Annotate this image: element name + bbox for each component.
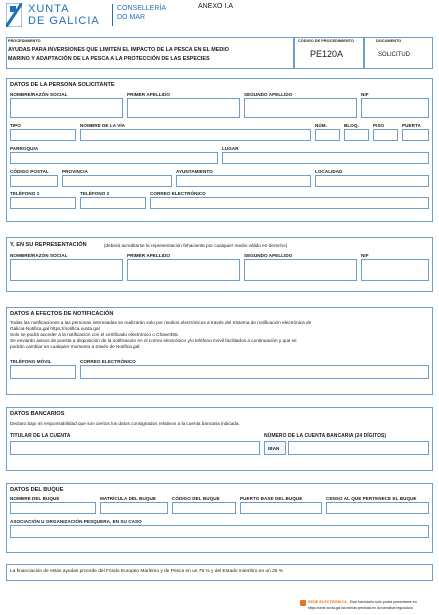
notification-text-3: Solo se podrá acceder a la notificación con el certificado electrónico o Chave365. <box>10 332 179 337</box>
vessel-title: DATOS DEL BUQUE <box>10 487 64 493</box>
place-field[interactable] <box>222 152 429 164</box>
parish-field[interactable] <box>10 152 218 164</box>
label-nif: NIF <box>361 92 369 97</box>
surname2-field[interactable] <box>244 98 357 118</box>
dept-line1: CONSELLERÍA <box>117 5 167 12</box>
representative-note: (deberá acreditarse la representación fehaciente por cualquier medio válido en derecho) <box>104 243 288 248</box>
document-value: SOLICITUD <box>378 52 411 58</box>
label-locality: LOCALIDAD <box>315 169 343 174</box>
rep-surname1-field[interactable] <box>127 259 240 281</box>
vessel-label-name: NOMBRE DEL BUQUE <box>10 496 60 501</box>
sede-logo-icon <box>300 600 306 606</box>
notification-text-1: Todas las notificaciones a las personas interesadas se realizarán solo por medios electrónicos a través del Sistema de notificación electrónica de <box>10 320 312 325</box>
xunta-logo <box>6 3 106 31</box>
label-council: AYUNTAMIENTO <box>176 169 213 174</box>
label-name: NOMBRE/RAZÓN SOCIAL <box>10 92 68 97</box>
notification-text-2: Galicia-Notifica.gal https://notifica.xunta.gal <box>10 326 100 331</box>
notification-title: DATOS A EFECTOS DE NOTIFICACIÓN <box>10 311 114 317</box>
bank-label-holder: TITULAR DE LA CUENTA <box>10 433 71 439</box>
label-type: TIPO <box>10 123 21 128</box>
vessel-label-census: CENSO AL QUE PERTENECE EL BUQUE <box>326 496 417 501</box>
footer-brand: SEDE ELECTRÓNICA <box>308 600 347 604</box>
email-field[interactable] <box>150 197 429 209</box>
bank-title: DATOS BANCARIOS <box>10 411 65 417</box>
bank-label-account: NÚMERO DE LA CUENTA BANCARIA (24 DÍGITOS) <box>264 433 387 439</box>
vessel-label-association: ASOCIACIÓN U ORGANIZACIÓN PESQUERA, EN SU CASO <box>10 519 142 524</box>
logo-line1: XUNTA <box>28 3 70 15</box>
postal-field[interactable] <box>10 175 58 187</box>
label-postal: CÓDIGO POSTAL <box>10 169 49 174</box>
label-number: NÚM. <box>315 123 327 128</box>
annex-label: ANEXO I.A <box>198 3 234 10</box>
notif-label-mobile: TELÉFONO MÓVIL <box>10 359 52 364</box>
vessel-section <box>6 483 433 553</box>
locality-field[interactable] <box>315 175 429 187</box>
code-label: CÓDIGO DE PROCEDIMIENTO <box>298 39 354 43</box>
rep-surname2-field[interactable] <box>244 259 357 281</box>
phone1-field[interactable] <box>10 197 76 209</box>
bank-statement: Declaro bajo mi responsabilidad que son ciertos los datos consignados relativos a la cuenta bancaria indicada. <box>10 421 240 426</box>
code-value: PE120A <box>310 49 344 59</box>
vessel-name-field[interactable] <box>10 502 96 514</box>
xunta-flag-icon <box>6 3 22 27</box>
label-block: BLOQ. <box>344 123 359 128</box>
label-phone2: TELÉFONO 2 <box>80 191 110 196</box>
label-surname1: PRIMER APELLIDO <box>127 92 170 97</box>
label-surname2: SEGUNDO APELLIDO <box>244 92 293 97</box>
census-field[interactable] <box>326 502 429 514</box>
applicant-title: DATOS DE LA PERSONA SOLICITANTE <box>10 82 115 88</box>
notification-text-5: podrán cambiar en cualquier momento a través de Notifica.gal: <box>10 344 141 349</box>
floor-field[interactable] <box>373 129 398 141</box>
dept-line2: DO MAR <box>117 14 145 21</box>
funding-text: La financiación de estas ayudas procede del Fondo Europeo Marítimo y de Pesca en un 75 % y del Estado miembro en un 25 % <box>10 569 284 574</box>
vessel-label-port: PUERTO BASE DEL BUQUE <box>240 496 303 501</box>
procedure-cell <box>6 37 294 69</box>
notif-label-email: CORREO ELECTRÓNICO <box>80 359 136 364</box>
rep-nif-field[interactable] <box>361 259 429 281</box>
label-province: PROVINCIA <box>62 169 88 174</box>
vessel-code-field[interactable] <box>172 502 236 514</box>
logo-line2: DE GALICIA <box>28 15 100 27</box>
rep-label-name: NOMBRE/RAZÓN SOCIAL <box>10 253 68 258</box>
council-field[interactable] <box>176 175 311 187</box>
procedure-title-2: MARINO Y ADAPTACIÓN DE LA PESCA A LA PROTECCIÓN DE LAS ESPECIES <box>8 56 210 62</box>
vessel-label-registration: MATRÍCULA DEL BUQUE <box>100 496 156 501</box>
province-field[interactable] <box>62 175 172 187</box>
mobile-field[interactable] <box>10 365 76 379</box>
rep-label-surname1: PRIMER APELLIDO <box>127 253 170 258</box>
rep-label-nif: NIF <box>361 253 369 258</box>
label-floor: PISO <box>373 123 385 128</box>
account-number-field[interactable] <box>288 441 429 455</box>
label-parish: PARROQUIA <box>10 146 39 151</box>
label-email: CORREO ELECTRÓNICO <box>150 191 206 196</box>
registration-field[interactable] <box>100 502 168 514</box>
label-street: NOMBRE DE LA VÍA <box>80 123 126 128</box>
name-field[interactable] <box>10 98 123 118</box>
logo-divider <box>112 4 113 26</box>
surname1-field[interactable] <box>127 98 240 118</box>
label-place: LUGAR <box>222 146 239 151</box>
street-field[interactable] <box>80 129 311 141</box>
door-field[interactable] <box>402 129 429 141</box>
nif-field[interactable] <box>361 98 429 118</box>
port-field[interactable] <box>240 502 322 514</box>
label-door: PUERTA <box>402 123 421 128</box>
iban-label: IBAN <box>268 446 280 451</box>
rep-label-surname2: SEGUNDO APELLIDO <box>244 253 293 258</box>
label-phone1: TELÉFONO 1 <box>10 191 40 196</box>
phone2-field[interactable] <box>80 197 146 209</box>
representative-title: Y, EN SU REPRESENTACIÓN <box>10 242 87 248</box>
rep-name-field[interactable] <box>10 259 123 281</box>
type-field[interactable] <box>10 129 76 141</box>
block-field[interactable] <box>344 129 369 141</box>
footer-line1: Este formulario solo podrá presentarse en <box>350 600 417 604</box>
procedure-title-1: AYUDAS PARA INVERSIONES QUE LIMITEN EL IMPACTO DE LA PESCA EN EL MEDIO <box>8 47 229 53</box>
vessel-label-code: CÓDIGO DEL BUQUE <box>172 496 220 501</box>
notif-email-field[interactable] <box>80 365 429 379</box>
holder-field[interactable] <box>10 441 260 455</box>
number-field[interactable] <box>315 129 340 141</box>
document-label: DOCUMENTO <box>376 39 402 43</box>
notification-text-4: Se enviarán avisos de puesta a disposición de la notificación en el correo electrónico y/o teléfono móvil facilitados a continuación y que se <box>10 338 297 343</box>
association-field[interactable] <box>10 525 429 538</box>
footer-line2: https://sede.xunta.gal las formas previstas en la normativa reguladora <box>308 606 413 610</box>
bank-section <box>6 407 433 471</box>
procedure-label: PROCEDIMIENTO <box>8 39 41 43</box>
